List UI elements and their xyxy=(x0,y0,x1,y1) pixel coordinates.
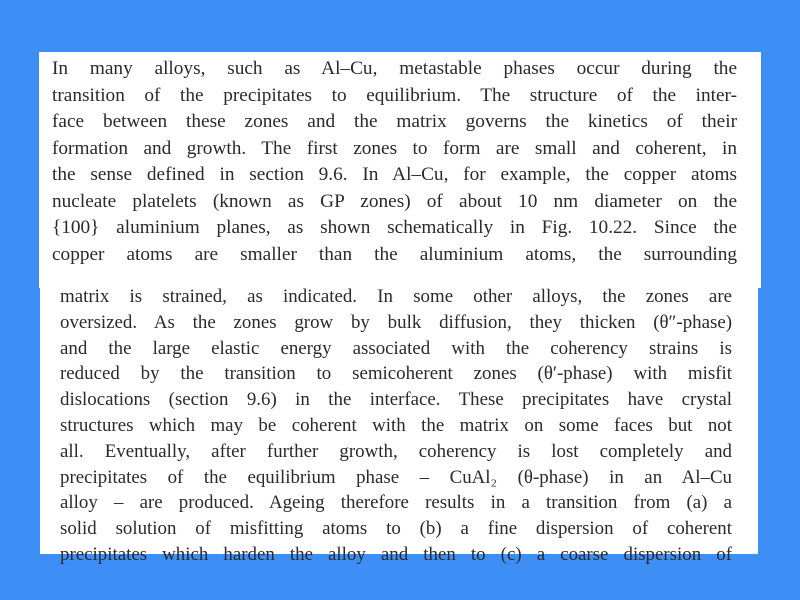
text-line: solid solution of misfitting atoms to (b) a fine dispersion of coherent xyxy=(60,518,732,540)
text-line: {100} aluminium planes, as shown schematically in Fig. 10.22. Since the xyxy=(52,217,737,238)
text-line: the sense defined in section 9.6. In Al–Cu, for example, the copper atoms xyxy=(52,164,737,185)
text-line: reduced by the transition to semicoherent zones (θ′-phase) with misfit xyxy=(60,363,732,385)
text-line: In many alloys, such as Al–Cu, metastable phases occur during the xyxy=(52,58,737,79)
text-line: and the large elastic energy associated with the coherency strains is xyxy=(60,337,732,359)
text-line: structures which may be coherent with the matrix on some faces but not xyxy=(60,414,732,436)
text-line: precipitates of the equilibrium phase – CuAl₂ (θ-phase) in an Al–Cu xyxy=(60,466,732,488)
text-line: alloy – are produced. Ageing therefore results in a transition from (a) a xyxy=(60,492,732,514)
text-line: face between these zones and the matrix governs the kinetics of their xyxy=(52,111,737,132)
text-line: dislocations (section 9.6) in the interface. These precipitates have crystal xyxy=(60,389,732,411)
text-excerpt-bottom xyxy=(40,282,758,565)
text-line: oversized. As the zones grow by bulk diffusion, they thicken (θ″-phase) xyxy=(60,311,732,333)
text-line: matrix is strained, as indicated. In some other alloys, the zones are xyxy=(60,286,732,307)
text-line-cut-off: precipitates which harden the alloy and then to (c) a coarse dispersion of xyxy=(60,543,732,565)
text-excerpt-top xyxy=(39,52,761,288)
text-line: nucleate platelets (known as GP zones) of about 10 nm diameter on the xyxy=(52,190,737,212)
text-line: all. Eventually, after further growth, coherency is lost completely and xyxy=(60,440,732,462)
text-line: transition of the precipitates to equilibrium. The structure of the inter- xyxy=(52,84,737,106)
text-line: formation and growth. The first zones to form are small and coherent, in xyxy=(52,137,737,159)
text-line: copper atoms are smaller than the aluminium atoms, the surrounding xyxy=(52,243,737,265)
